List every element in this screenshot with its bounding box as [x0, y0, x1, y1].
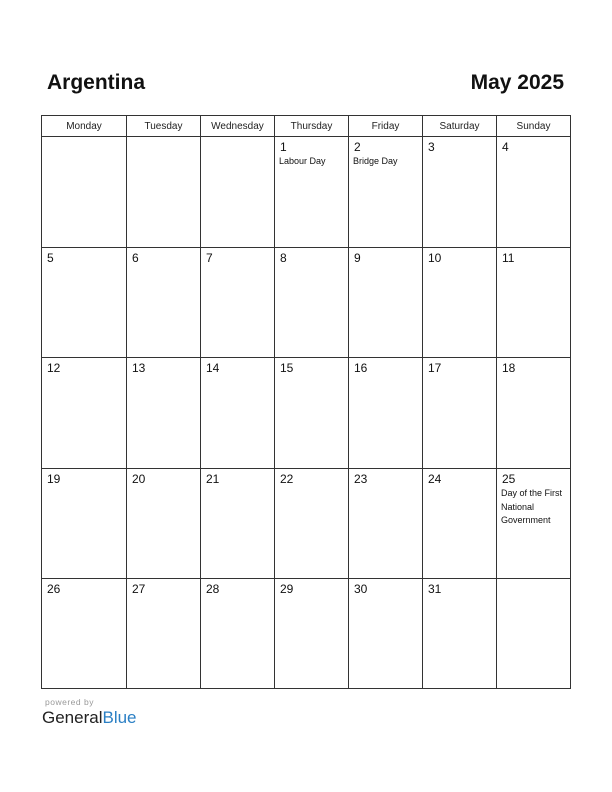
- day-cell: [42, 137, 127, 248]
- weekday-header-monday: Monday: [42, 116, 127, 136]
- day-cell: [127, 579, 201, 688]
- day-number: 30: [354, 582, 368, 596]
- weekday-header-sunday: Sunday: [516, 121, 551, 132]
- day-cell: [423, 469, 497, 579]
- day-cell: [423, 248, 497, 358]
- day-cell: [127, 137, 201, 248]
- day-number: 21: [206, 472, 220, 486]
- brand-part-blue: Blue: [102, 708, 137, 727]
- day-cell: [423, 579, 497, 688]
- weekday-header-saturday: Saturday: [423, 116, 497, 136]
- day-cell: [127, 248, 201, 358]
- day-cell: [127, 469, 201, 579]
- day-cell: [497, 137, 570, 248]
- day-cell: [497, 469, 570, 579]
- day-cell: [201, 248, 275, 358]
- weekday-header-friday: Friday: [349, 116, 423, 136]
- day-cell: [42, 469, 127, 579]
- day-number: 19: [47, 472, 61, 486]
- day-number: 20: [132, 472, 146, 486]
- day-number: 27: [132, 582, 146, 596]
- day-number: 25: [502, 472, 516, 486]
- day-number: 18: [502, 361, 516, 375]
- day-cell: [423, 358, 497, 469]
- day-cell: [349, 469, 423, 579]
- day-number: 15: [280, 361, 294, 375]
- day-cell: [127, 358, 201, 469]
- day-cell: [349, 137, 423, 248]
- day-number: 17: [428, 361, 442, 375]
- day-number: 28: [206, 582, 220, 596]
- day-cell: [201, 137, 275, 248]
- day-cell: [349, 579, 423, 688]
- day-cell: [201, 579, 275, 688]
- calendar-country-title: Argentina: [47, 71, 146, 94]
- day-number: 12: [47, 361, 61, 375]
- day-number: 3: [428, 140, 435, 154]
- calendar-grid: [41, 115, 571, 689]
- weekday-header-row: [42, 116, 570, 137]
- holiday-label: Day of the First National Government: [501, 488, 563, 525]
- day-number: 6: [132, 251, 139, 265]
- day-cell: [275, 358, 349, 469]
- day-cell: [201, 358, 275, 469]
- day-number: 24: [428, 472, 442, 486]
- day-cell: [275, 579, 349, 688]
- day-number: 31: [428, 582, 442, 596]
- day-cell: [42, 248, 127, 358]
- day-number: 26: [47, 582, 61, 596]
- day-number: 8: [280, 251, 287, 265]
- day-number: 29: [280, 582, 294, 596]
- day-number: 4: [502, 140, 509, 154]
- generalblue-logo: [42, 708, 137, 728]
- day-number: 14: [206, 361, 220, 375]
- day-number: 22: [280, 472, 294, 486]
- day-cell: [349, 248, 423, 358]
- day-cell: [497, 579, 570, 688]
- day-number: 13: [132, 361, 146, 375]
- day-number: 2: [354, 140, 361, 154]
- holiday-label: Labour Day: [279, 156, 326, 166]
- weekday-header-wednesday: Wednesday: [201, 116, 275, 136]
- day-cell: [42, 358, 127, 469]
- day-cell: [275, 469, 349, 579]
- day-number: 23: [354, 472, 368, 486]
- day-cell: [497, 358, 570, 469]
- day-cell: [42, 579, 127, 688]
- day-number: 5: [47, 251, 54, 265]
- holiday-label: Bridge Day: [353, 156, 398, 166]
- weekday-header-thursday: Thursday: [275, 116, 349, 136]
- day-cell: [497, 248, 570, 358]
- day-cell: [349, 358, 423, 469]
- day-number: 16: [354, 361, 368, 375]
- powered-by-label: powered by: [45, 697, 94, 707]
- day-cell: [423, 137, 497, 248]
- day-cell: [275, 137, 349, 248]
- weekday-header-tuesday: Tuesday: [127, 116, 201, 136]
- day-number: 11: [502, 251, 515, 265]
- day-cell: [275, 248, 349, 358]
- calendar-month-title: May 2025: [470, 71, 564, 94]
- brand-part-general: General: [42, 708, 103, 727]
- day-number: 10: [428, 251, 442, 265]
- day-number: 9: [354, 251, 361, 265]
- day-number: 7: [206, 251, 213, 265]
- day-cell: [201, 469, 275, 579]
- day-number: 1: [280, 140, 287, 154]
